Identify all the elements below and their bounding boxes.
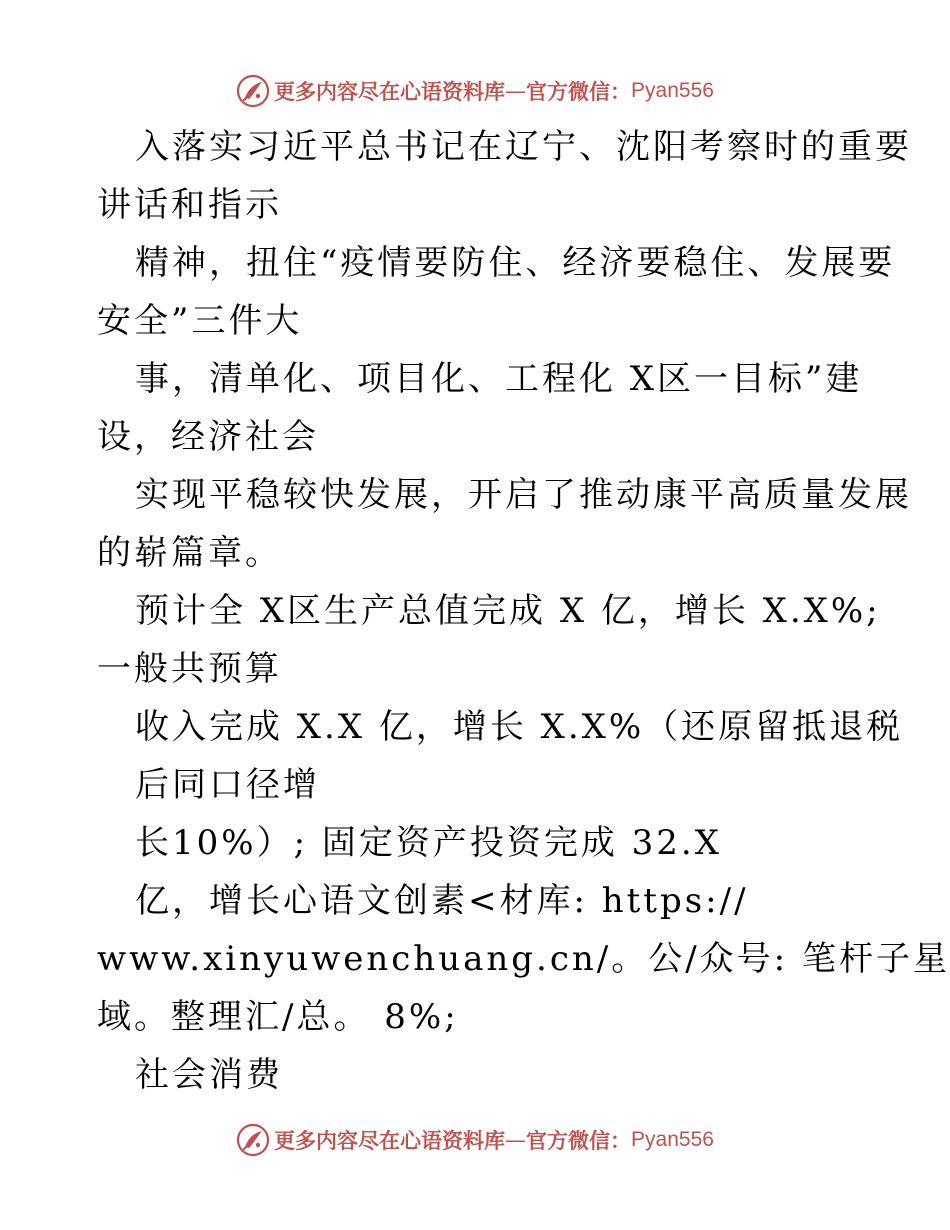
footer-dash: —	[505, 1128, 527, 1152]
body-line: 讲话和指示	[97, 185, 282, 225]
header-dash: —	[505, 79, 527, 103]
header-brand-text: 更多内容尽在心语资料库	[274, 80, 506, 104]
header-wechat-handle: Pyan556	[631, 79, 714, 102]
body-line: www.xinyuwenchuang.cn/。公/众号: 笔杆子星	[97, 939, 950, 979]
body-line: 的崭篇章。	[97, 533, 282, 573]
body-line: 精神，扭住“疫情要防住、经济要稳住、发展要	[135, 243, 896, 283]
footer-brand-text: 更多内容尽在心语资料库	[274, 1129, 506, 1153]
header-wechat-label: 官方微信：	[526, 80, 632, 104]
brand-logo-icon	[236, 1123, 270, 1157]
body-line: 亿，增长心语文创素<材库: https://	[135, 881, 749, 921]
body-line: 设，经济社会	[97, 417, 319, 457]
brand-logo-icon	[236, 74, 270, 108]
body-line: 实现平稳较快发展，开启了推动康平高质量发展	[135, 475, 912, 515]
footer-wechat-handle: Pyan556	[631, 1128, 714, 1151]
body-line: 社会消费	[135, 1055, 283, 1095]
body-line: 预计全 X区生产总值完成 X 亿，增长 X.X%;	[135, 591, 881, 631]
body-line: 入落实习近平总书记在辽宁、沈阳考察时的重要	[135, 127, 912, 167]
body-line: 安全”三件大	[97, 301, 303, 341]
body-line: 后同口径增	[135, 765, 320, 805]
footer-watermark-banner	[0, 1120, 950, 1160]
body-line: 收入完成 X.X 亿，增长 X.X%（还原留抵退税	[135, 707, 904, 747]
body-line: 长10%）; 固定资产投资完成 32.X	[135, 823, 722, 863]
header-watermark-banner	[0, 71, 950, 111]
body-line: 一般共预算	[97, 649, 282, 689]
body-line: 域。整理汇/总。 8%;	[97, 997, 459, 1037]
footer-wechat-label: 官方微信：	[526, 1129, 632, 1153]
body-line: 事，清单化、项目化、工程化 X区一目标”建	[135, 359, 863, 399]
document-body	[97, 118, 950, 1104]
